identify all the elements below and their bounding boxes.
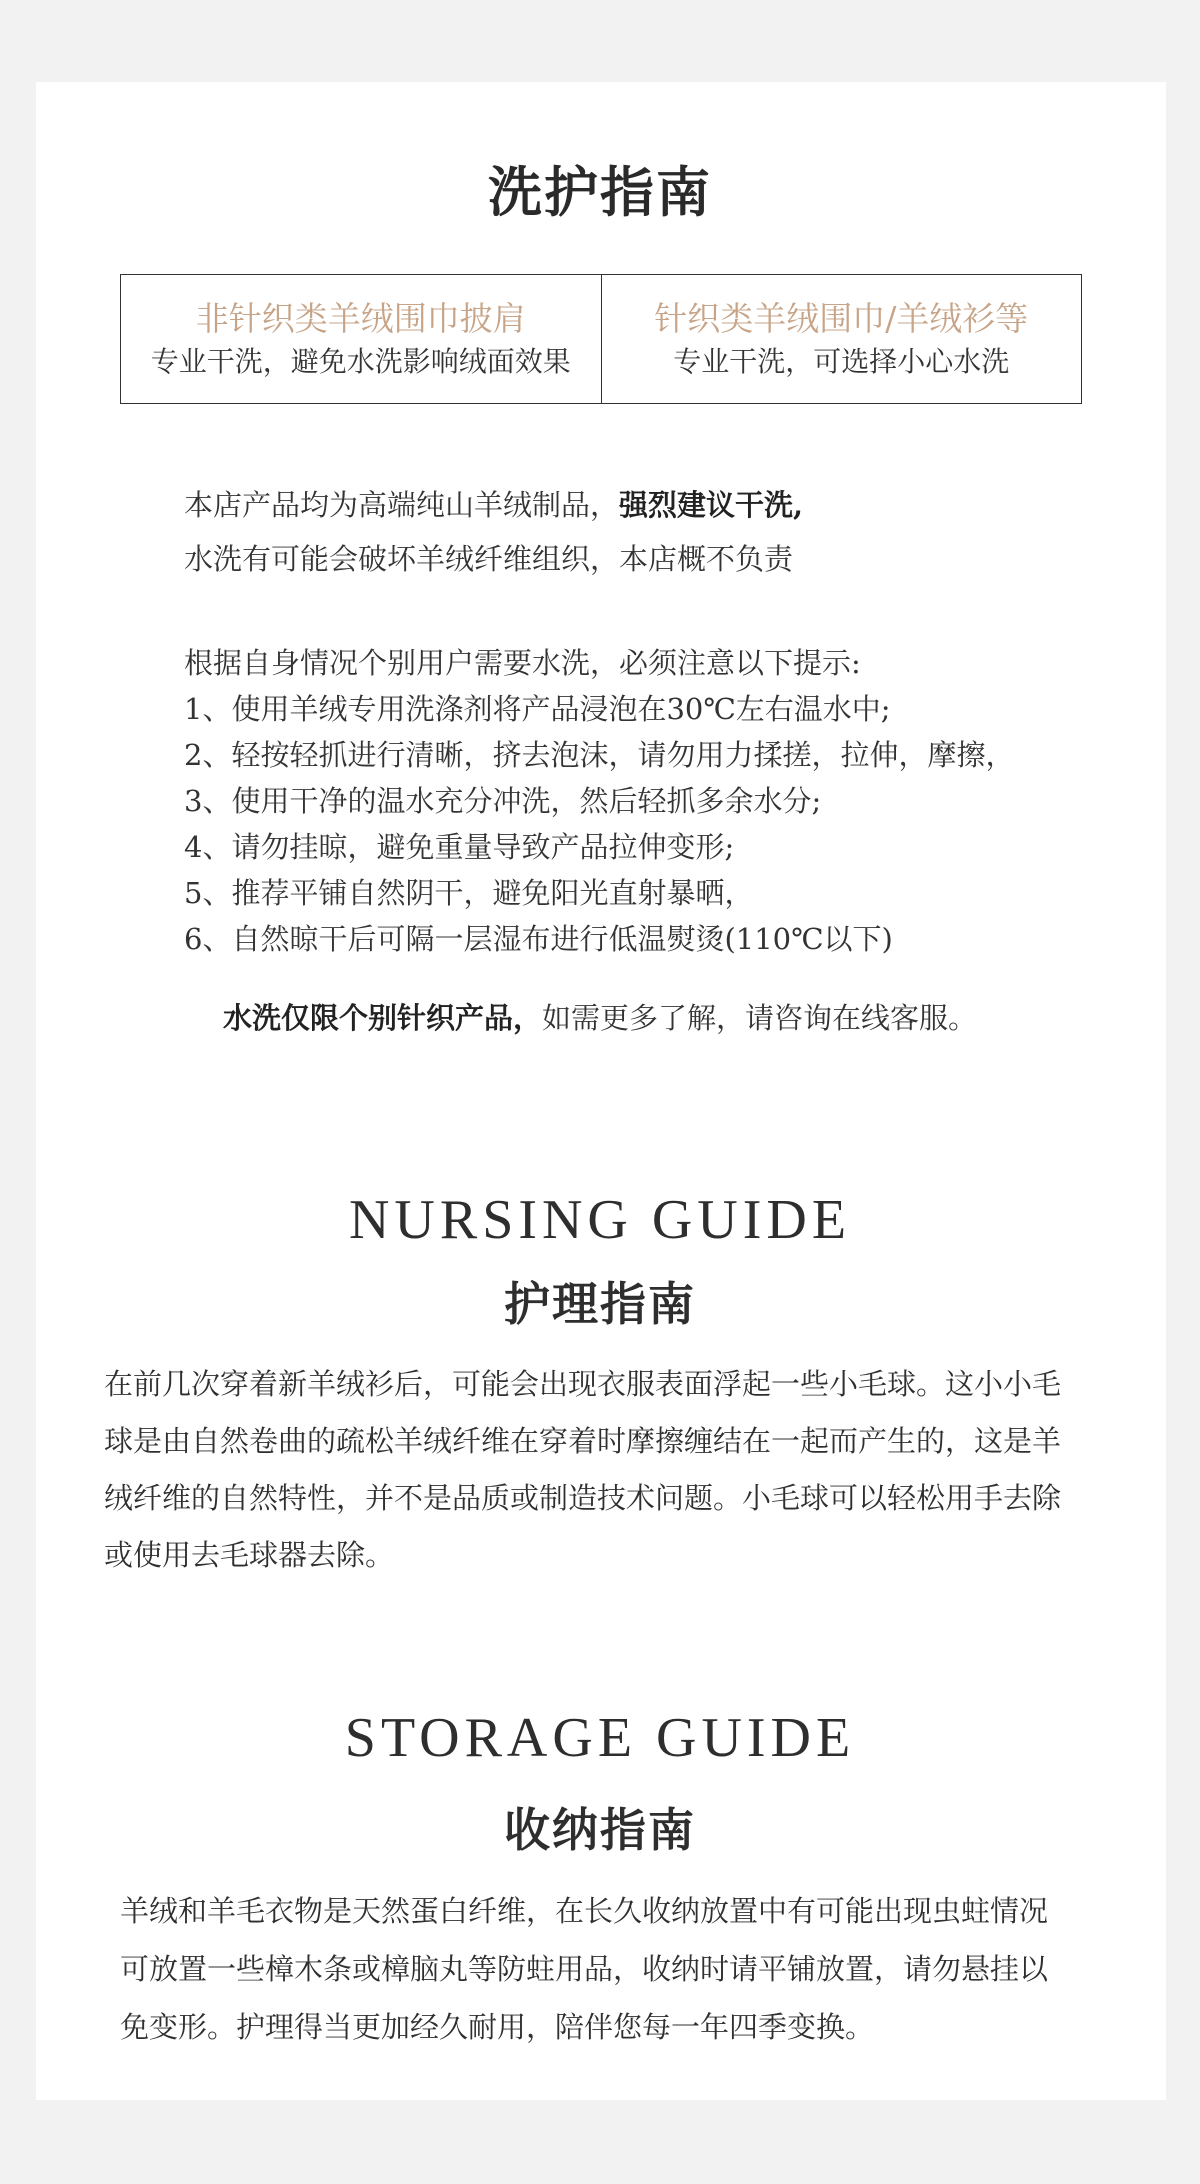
paragraph-line: 免变形。护理得当更加经久耐用，陪伴您每一年四季变换。 [120,2010,875,2044]
paragraph-line: 绒纤维的自然特性，并不是品质或制造技术问题。小毛球可以轻松用手去除 [104,1481,1062,1515]
list-item: 1、使用羊绒专用洗涤剂将产品浸泡在30℃左右温水中; [184,692,891,726]
list-item: 2、轻按轻抓进行清晰，挤去泡沫，请勿用力揉搓，拉伸，摩擦， [184,738,1015,772]
paragraph-line: 可放置一些樟木条或樟脑丸等防蛀用品，收纳时请平铺放置，请勿悬挂以 [120,1952,1049,1986]
paragraph-line: 或使用去毛球器去除。 [104,1538,395,1572]
closing-note [0,996,1200,1037]
notice-disclaimer: 水洗有可能会破坏羊绒纤维组织，本店概不负责 [184,542,794,576]
cell-title: 针织类羊绒围巾/羊绒衫等 [654,299,1029,338]
nursing-heading-zh: 护理指南 [504,1277,696,1331]
cell-subtitle: 专业干洗，可选择小心水洗 [673,345,1010,378]
list-item: 6、自然晾干后可隔一层湿布进行低温熨烫(110℃以下) [184,922,893,956]
closing-emphasis: 水洗仅限个别针织产品， [222,1001,542,1035]
storage-heading-en: STORAGE GUIDE [344,1707,856,1769]
dry-clean-notice [184,478,803,586]
list-item: 3、使用干净的温水充分冲洗，然后轻抓多余水分; [184,784,822,818]
list-item: 5、推荐平铺自然阴干，避免阳光直射暴晒， [184,876,754,910]
list-item: 4、请勿挂晾，避免重量导致产品拉伸变形; [184,830,735,864]
wash-type-table [120,274,1082,404]
paragraph-line: 球是由自然卷曲的疏松羊绒纤维在穿着时摩擦缠结在一起而产生的，这是羊 [104,1424,1062,1458]
nursing-paragraph [104,1356,1061,1584]
table-cell-knit [601,275,1082,403]
closing-text: 如需更多了解，请咨询在线客服。 [542,1001,978,1035]
nursing-heading-en: NURSING GUIDE [348,1189,852,1251]
storage-paragraph [120,1882,1048,2056]
table-cell-non-knit [121,275,601,403]
storage-heading-zh: 收纳指南 [504,1803,696,1857]
paragraph-line: 羊绒和羊毛衣物是天然蛋白纤维，在长久收纳放置中有可能出现虫蛀情况 [120,1894,1049,1928]
tips-intro: 根据自身情况个别用户需要水洗，必须注意以下提示: [184,646,861,680]
tips-list [184,686,1014,962]
paragraph-line: 在前几次穿着新羊绒衫后，可能会出现衣服表面浮起一些小毛球。这小小毛 [104,1367,1062,1401]
wash-tips [184,640,1014,962]
notice-text: 本店产品均为高端纯山羊绒制品， [184,488,620,522]
cell-subtitle: 专业干洗，避免水洗影响绒面效果 [150,345,571,378]
page-title: 洗护指南 [488,160,712,224]
cell-title: 非针织类羊绒围巾披肩 [195,299,526,338]
notice-emphasis: 强烈建议干洗, [619,488,804,522]
